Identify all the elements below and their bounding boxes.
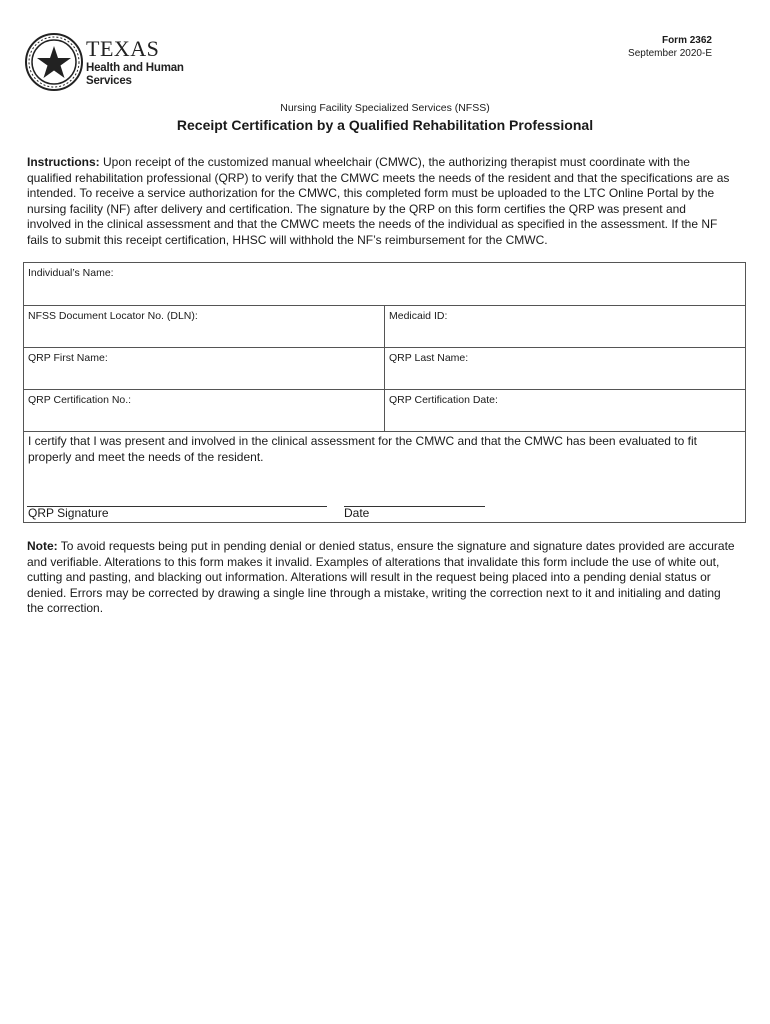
qrp-first-name-field[interactable] <box>24 348 385 390</box>
texas-seal-icon <box>24 32 84 92</box>
certification-box <box>23 429 746 523</box>
individual-name-label: Individual’s Name: <box>28 267 114 279</box>
dln-label: NFSS Document Locator No. (DLN): <box>28 310 198 322</box>
note-label: Note: <box>27 539 58 553</box>
logo-title: TEXAS <box>86 36 160 61</box>
qrp-first-name-label: QRP First Name: <box>28 352 108 364</box>
instructions-paragraph <box>27 155 730 248</box>
form-number: Form 2362 <box>661 35 712 46</box>
note-text: To avoid requests being put in pending denial or denied status, ensure the signature and signature dates provided are accurate and verifiable. Alterations to this form makes it invalid. Examples of alterations that invalidate this form include the use of white out, cutting and pasting, and blacking out information. Alterations will result in the request being placed into a pending denial status or denied. Errors may be corrected by drawing a single line through a mistake, writing the correction next to it and initialing and dating the correction. <box>27 539 735 615</box>
qrp-last-name-field[interactable] <box>385 348 746 390</box>
form-identifier <box>628 34 712 60</box>
certification-statement: I certify that I was present and involved in the clinical assessment for the CMWC and that the CMWC has been evaluated to fit properly and meet the needs of the resident. <box>28 434 697 464</box>
medicaid-id-field[interactable] <box>385 306 746 348</box>
form-date: September 2020-E <box>628 48 712 59</box>
qrp-cert-no-label: QRP Certification No.: <box>28 394 132 406</box>
medicaid-id-label: Medicaid ID: <box>389 310 448 322</box>
date-label: Date <box>344 506 370 520</box>
qrp-cert-no-field[interactable] <box>24 390 385 432</box>
qrp-cert-date-label: QRP Certification Date: <box>389 394 498 406</box>
logo-subtitle-line-1: Health and Human <box>86 62 184 74</box>
texas-hhs-logo <box>24 32 184 92</box>
form-fields-table <box>23 262 746 432</box>
logo-subtitle-line-2: Services <box>86 75 132 87</box>
dln-field[interactable] <box>24 306 385 348</box>
instructions-text: Upon receipt of the customized manual wheelchair (CMWC), the authorizing therapist must coordinate with the qualified rehabilitation professional (QRP) to verify that the CMWC meets the needs of the resident and that the specifications are as intended. To receive a service authorization for the CMWC, this completed form must be uploaded to the LTC Online Portal by the nursing facility (NF) after delivery and certification. The signature by the QRP on this form certifies the QRP was present and involved in the clinical assessment and that the CMWC meets the needs of the individual as specified in the assessment. If the NF fails to submit this receipt certification, HHSC will withhold the NF’s reimbursement for the CMWC. <box>27 155 730 247</box>
signature-label: QRP Signature <box>28 506 109 520</box>
logo-subtitle <box>86 62 184 88</box>
page-title: Receipt Certification by a Qualified Rehabilitation Professional <box>176 117 594 133</box>
note-paragraph <box>27 539 737 617</box>
instructions-label: Instructions: <box>27 155 100 169</box>
individual-name-field[interactable] <box>24 263 746 306</box>
page-subtitle: Nursing Facility Specialized Services (NFSS) <box>280 102 490 114</box>
qrp-cert-date-field[interactable] <box>385 390 746 432</box>
qrp-last-name-label: QRP Last Name: <box>389 352 469 364</box>
